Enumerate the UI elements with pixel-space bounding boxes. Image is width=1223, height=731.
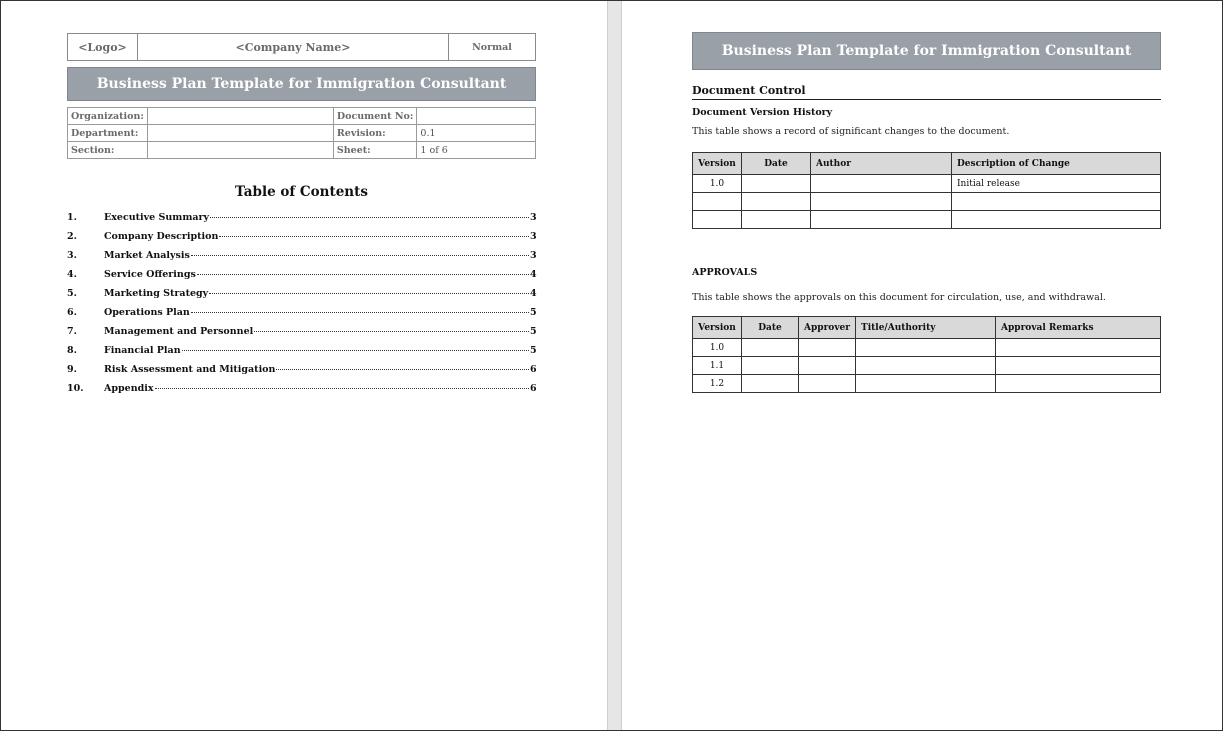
toc-page: 3	[530, 212, 537, 223]
col-description: Description of Change	[952, 153, 1161, 175]
toc-item[interactable]	[67, 269, 536, 288]
cell-remarks[interactable]	[996, 375, 1161, 393]
table-of-contents	[67, 212, 536, 402]
document-info-table	[67, 107, 536, 159]
cell-author[interactable]	[811, 211, 952, 229]
table-row	[693, 211, 1161, 229]
page-gutter	[607, 1, 622, 731]
cell-remarks[interactable]	[996, 357, 1161, 375]
toc-page: 5	[530, 326, 537, 337]
header-company-name: <Company Name>	[138, 34, 449, 60]
col-approver: Approver	[799, 317, 856, 339]
cell-approver[interactable]	[799, 357, 856, 375]
toc-number: 3.	[67, 250, 77, 261]
col-date: Date	[742, 153, 811, 175]
toc-leader	[219, 236, 529, 237]
toc-text: Executive Summary	[104, 212, 210, 223]
approvals-description: This table shows the approvals on this document for circulation, use, and withdrawal.	[692, 292, 1106, 303]
cell-title[interactable]	[856, 357, 996, 375]
toc-item[interactable]	[67, 231, 536, 250]
cell-date[interactable]	[742, 375, 799, 393]
toc-item[interactable]	[67, 307, 536, 326]
document-title: Business Plan Template for Immigration Consultant	[67, 67, 536, 101]
cell-approver[interactable]	[799, 375, 856, 393]
toc-page: 3	[530, 231, 537, 242]
toc-number: 6.	[67, 307, 77, 318]
table-row	[693, 375, 1161, 393]
toc-text: Financial Plan	[104, 345, 181, 356]
toc-number: 5.	[67, 288, 77, 299]
toc-leader	[191, 255, 529, 256]
toc-leader	[197, 274, 529, 275]
toc-number: 9.	[67, 364, 77, 375]
page-2[interactable]	[622, 1, 1223, 731]
col-version: Version	[693, 153, 742, 175]
document-no-label: Document No:	[333, 108, 417, 125]
version-history-heading: Document Version History	[692, 107, 833, 118]
toc-text: Appendix	[104, 383, 154, 394]
document-title: Business Plan Template for Immigration Consultant	[692, 32, 1161, 70]
section-value[interactable]	[147, 142, 333, 159]
sheet-value[interactable]: 1 of 6	[417, 142, 536, 159]
col-version: Version	[693, 317, 742, 339]
cell-remarks[interactable]	[996, 339, 1161, 357]
version-history-description: This table shows a record of significant changes to the document.	[692, 126, 1010, 137]
toc-item[interactable]	[67, 326, 536, 345]
toc-leader	[182, 350, 529, 351]
toc-item[interactable]	[67, 383, 536, 402]
toc-page: 3	[530, 250, 537, 261]
table-row	[693, 175, 1161, 193]
cell-title[interactable]	[856, 339, 996, 357]
cell-description[interactable]	[952, 211, 1161, 229]
cell-approver[interactable]	[799, 339, 856, 357]
toc-number: 7.	[67, 326, 77, 337]
toc-number: 8.	[67, 345, 77, 356]
department-value[interactable]	[147, 125, 333, 142]
header-table	[67, 33, 536, 61]
cell-description[interactable]	[952, 193, 1161, 211]
toc-text: Management and Personnel	[104, 326, 254, 337]
toc-item[interactable]	[67, 288, 536, 307]
col-author: Author	[811, 153, 952, 175]
col-approval-remarks: Approval Remarks	[996, 317, 1161, 339]
table-row	[693, 193, 1161, 211]
cell-description[interactable]: Initial release	[952, 175, 1161, 193]
organization-label: Organization:	[68, 108, 148, 125]
toc-title: Table of Contents	[235, 184, 368, 200]
toc-text: Market Analysis	[104, 250, 190, 261]
section-label: Section:	[68, 142, 148, 159]
department-label: Department:	[68, 125, 148, 142]
cell-version[interactable]	[693, 193, 742, 211]
toc-leader	[209, 293, 529, 294]
cell-author[interactable]	[811, 175, 952, 193]
col-date: Date	[742, 317, 799, 339]
toc-leader	[191, 312, 529, 313]
toc-text: Marketing Strategy	[104, 288, 209, 299]
toc-leader	[210, 217, 529, 218]
toc-page: 5	[530, 345, 537, 356]
document-control-heading: Document Control	[692, 84, 1161, 100]
toc-text: Company Description	[104, 231, 219, 242]
cell-version[interactable]: 1.2	[693, 375, 742, 393]
document-no-value[interactable]	[417, 108, 536, 125]
cell-version[interactable]: 1.0	[693, 175, 742, 193]
cell-date[interactable]	[742, 193, 811, 211]
header-style: Normal	[472, 41, 512, 53]
col-title-authority: Title/Authority	[856, 317, 996, 339]
cell-date[interactable]	[742, 339, 799, 357]
cell-version[interactable]	[693, 211, 742, 229]
cell-title[interactable]	[856, 375, 996, 393]
table-row	[693, 339, 1161, 357]
toc-item[interactable]	[67, 364, 536, 383]
page-1[interactable]	[1, 1, 607, 731]
approvals-table	[692, 316, 1161, 393]
cell-version[interactable]: 1.0	[693, 339, 742, 357]
table-row	[693, 357, 1161, 375]
toc-number: 2.	[67, 231, 77, 242]
toc-text: Risk Assessment and Mitigation	[104, 364, 276, 375]
toc-text: Service Offerings	[104, 269, 196, 280]
toc-leader	[276, 369, 529, 370]
cell-date[interactable]	[742, 211, 811, 229]
cell-date[interactable]	[742, 175, 811, 193]
approvals-heading: APPROVALS	[692, 267, 758, 278]
toc-item[interactable]	[67, 250, 536, 269]
toc-leader	[155, 388, 529, 389]
toc-leader	[254, 331, 529, 332]
sheet-label: Sheet:	[333, 142, 417, 159]
toc-text: Operations Plan	[104, 307, 190, 318]
toc-page: 4	[530, 288, 537, 299]
toc-page: 4	[530, 269, 537, 280]
version-history-table	[692, 152, 1161, 229]
toc-number: 10.	[67, 383, 84, 394]
toc-number: 1.	[67, 212, 77, 223]
cell-date[interactable]	[742, 357, 799, 375]
organization-value[interactable]	[147, 108, 333, 125]
toc-item[interactable]	[67, 345, 536, 364]
toc-page: 5	[530, 307, 537, 318]
toc-item[interactable]	[67, 212, 536, 231]
revision-value[interactable]: 0.1	[417, 125, 536, 142]
toc-number: 4.	[67, 269, 77, 280]
cell-version[interactable]: 1.1	[693, 357, 742, 375]
toc-page: 6	[530, 364, 537, 375]
cell-author[interactable]	[811, 193, 952, 211]
revision-label: Revision:	[333, 125, 417, 142]
toc-page: 6	[530, 383, 537, 394]
header-logo: <Logo>	[68, 34, 138, 60]
